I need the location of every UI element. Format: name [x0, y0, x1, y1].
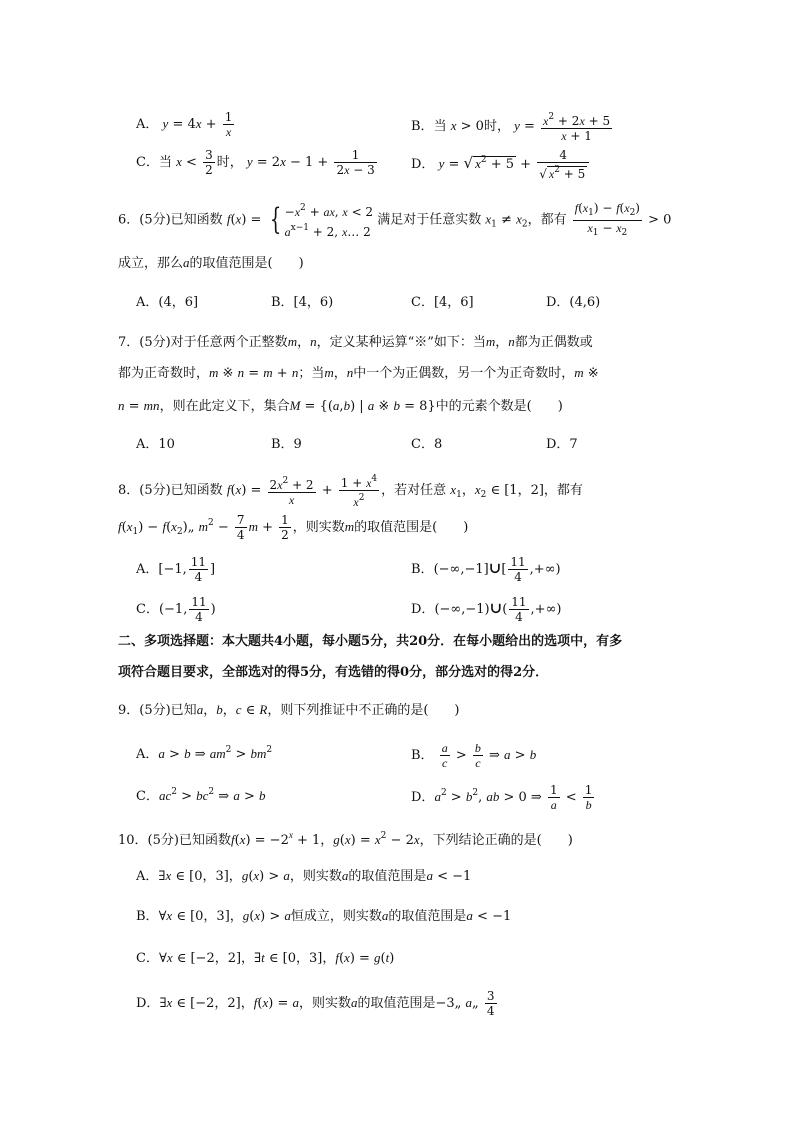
q8-option-b: B．(−∞,−1]∪[ $\frac{11}{4}$ ,+∞)	[411, 555, 561, 584]
fraction: $\frac{x^2 + 2x + 5}{x + 1}$	[543, 112, 611, 143]
fraction: $\frac{2x^2 + 2}{x}$	[269, 476, 314, 507]
question-10-stem: 10．(5分)已知函数$f(x) = -2^x + 1$，$g(x) = x^2 - 2x$，下列结论正确的是( )	[118, 830, 573, 848]
fraction: $\frac{11}{4}$	[511, 595, 527, 624]
section-2-heading-line2: 项符合题目要求，全部选对的得5分，有选错的得0分，部分选对的得2分．	[118, 665, 549, 680]
q9-option-d: D．$a^2 > b^2$, ab > 0 ⇒ $\frac{1}{a}$ < $\frac{1}{b}$	[411, 783, 593, 812]
fraction: $\frac{3}{2}$	[205, 148, 213, 177]
q7-option-c: C．8	[411, 437, 443, 452]
question-8-line2: $f(x_1)$ − $f(x_2)„$ $m^2$ − $\frac{7}{4}$ m + $\frac{1}{2}$ ，则实数m的取值范围是( )	[118, 513, 469, 542]
question-7-line2: 都为正奇数时，m ※ n = m + n；当m，n中一个为正偶数，另一个为正奇数时，m ※	[118, 365, 599, 381]
question-7-line3: n = mn，则在此定义下，集合M = {(a,b) | a ※ b = 8}中的元素个数是( )	[118, 398, 563, 414]
fraction: $\frac{1}{2x - 3}$	[336, 148, 375, 177]
question-6-stem: 6．(5分)已知函数 f(x) = { $-x^2$ + ax, x < 2 $a^{x-1} + 2$, x… 2 满足对于任意实数 $x_1 \ne x_2$，都有 $\frac{f(x_1) - f(x_2)}{x_1 - x_2}$ > 0	[118, 200, 672, 239]
question-9-stem: 9．(5分)已知a，b，c ∈ R，则下列推证中不正确的是( )	[118, 702, 460, 718]
q7-option-a: A．10	[136, 437, 175, 452]
q9-option-b: B． $\frac{a}{c}$ > $\frac{b}{c}$ ⇒ a > b	[411, 741, 537, 770]
fraction: $\frac{1 + x^4}{x^2}$	[340, 474, 378, 509]
question-8-line1: 8．(5分)已知函数 f(x) = $\frac{2x^2 + 2}{x}$ + $\frac{1 + x^4}{x^2}$ ，若对任意 $x_1$，$x_2$ ∈ [1，2]，都有	[118, 474, 583, 509]
q10-option-d: D．∃x ∈ [−2，2]，f(x) = a，则实数a的取值范围是−3„ a„ $\frac{3}{4}$	[136, 989, 495, 1018]
fraction: $\frac{11}{4}$	[190, 555, 207, 584]
fraction: $\frac{1}{2}$	[281, 513, 289, 542]
q9-option-c: C．$ac^2 > bc^2$ ⇒ a > b	[136, 787, 266, 804]
q7-option-b: B．9	[271, 437, 302, 452]
q8-option-c: C．(−1, $\frac{11}{4}$ )	[136, 595, 216, 624]
option-label: A．	[136, 117, 159, 132]
fraction: $\frac{11}{4}$	[510, 555, 526, 584]
q8-option-d: D．(−∞,−1)∪( $\frac{11}{4}$ ,+∞)	[411, 595, 562, 624]
q6-option-b: B．[4，6)	[271, 295, 334, 310]
q9-option-a: A．a > b ⇒ $am^2 > bm^2$	[136, 745, 273, 762]
question-6-line2: 成立，那么a的取值范围是( )	[118, 255, 304, 271]
q8-option-a: A．[−1, $\frac{11}{4}$ ]	[136, 555, 216, 584]
q6-option-a: A．(4，6]	[136, 295, 199, 310]
fraction: $\frac{4}{√ x^2 + 5}$	[537, 148, 589, 181]
fraction: $\frac{3}{4}$	[486, 989, 495, 1018]
fraction: $\frac{f(x_1) - f(x_2)}{x_1 - x_2}$	[574, 200, 640, 238]
question-7-line1: 7．(5分)对于任意两个正整数m，n，定义某种运算“※”如下：当m，n都为正偶数或	[118, 334, 593, 350]
fraction: $\frac{1}{a}$	[549, 783, 558, 812]
section-2-heading-line1: 二、多项选择题：本大题共4小题，每小题5分，共20分．在每小题给出的选项中，有多	[118, 634, 623, 649]
q5-option-a: A． y = 4x + $\frac{1}{x}$	[136, 110, 233, 139]
fraction: $\frac{1}{b}$	[584, 783, 593, 812]
q6-option-c: C．[4，6]	[411, 295, 474, 310]
q7-option-d: D．7	[546, 437, 578, 452]
fraction: $\frac{7}{4}$	[236, 513, 245, 542]
q5-option-c: C．当 x < $\frac{3}{2}$ 时， y = 2x − 1 + $\frac{1}{2x - 3}$	[136, 148, 375, 177]
q10-option-c: C．∀x ∈ [−2，2]，∃t ∈ [0，3]，f(x) = g(t)	[136, 950, 395, 966]
q10-option-a: A．∃x ∈ [0，3]，g(x) > a，则实数a的取值范围是a < −1	[136, 868, 472, 884]
q5-option-d: D． y = √ $x^2 + 5$ + $\frac{4}{√ x^2 + 5}$	[411, 148, 591, 181]
q5-option-b: B．当 x > 0时， y = $\frac{x^2 + 2x + 5}{x + 1}$	[411, 112, 611, 143]
fraction: $\frac{1}{x}$	[224, 110, 233, 139]
q10-option-b: B．∀x ∈ [0，3]，g(x) > a恒成立，则实数a的取值范围是a < −1	[136, 908, 512, 924]
q6-option-d: D．(4,6)	[546, 295, 601, 310]
fraction: $\frac{11}{4}$	[191, 595, 207, 624]
fraction: $\frac{b}{c}$	[474, 741, 481, 770]
fraction: $\frac{a}{c}$	[441, 741, 448, 770]
